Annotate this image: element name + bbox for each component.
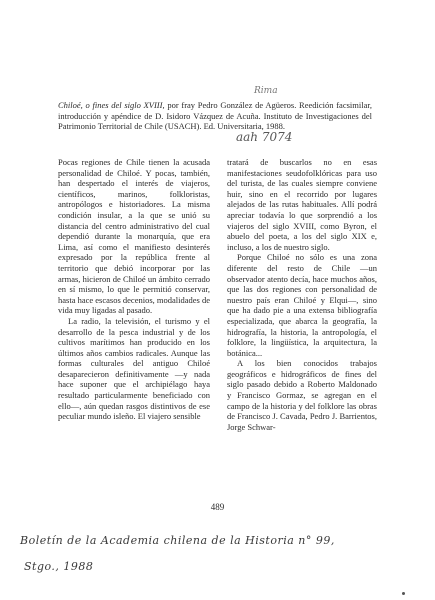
page-number: 489 — [210, 502, 225, 512]
right-paragraph-3: A los bien conocidos trabajos geográficos e hidrográficos de fines del siglo pasado debido a Roberto Maldonado y Francisco Gormaz, se agregan en el campo de la historia y del folklore las obras de Francisco J. Cavada, Pedro J. Barrientos, Jorge Schwar- — [227, 358, 377, 432]
handwritten-note-top-small: Rima — [254, 86, 278, 96]
book-citation — [58, 100, 372, 132]
citation-details: por fray Pedro González de Agüeros. Reedición facsimilar, introducción y apéndice de D. Isidoro Vázquez de Acuña. Instituto de Investigaciones del Patrimonio Territorial de Chile (USACH). Ed. Universitaria, 1988. — [58, 100, 372, 131]
right-paragraph-2: Porque Chiloé no sólo es una zona diferente del resto de Chile —un observador atento decía, hace muchos años, que las dos regiones con personalidad de nuestro país eran Chiloé y Elqui—, sino que ha dado pie a una extensa bibliografía especializada, que abarca la geografía, la hidrografía, la historia, la antropología, el folklore, la lingüística, la arquitectura, la botánica... — [227, 252, 377, 358]
handwritten-source-note-line-1: Boletín de la Academia chilena de la Historia n° 99, — [20, 534, 335, 547]
scan-speck — [402, 592, 405, 595]
left-paragraph-2: La radio, la televisión, el turismo y el desarrollo de la pesca industrial y de los cultivos marítimos han producido en los últimos años cambios radicales. Aunque las formas culturales del antiguo Chiloé desaparecieron definitivamente —y nada hace suponer que el archipiélago haya resultado particularmente beneficiado con ello—, aún quedan rasgos distintivos de ese peculiar mundo isleño. El viajero sensible — [58, 315, 210, 422]
left-paragraph-1: Pocas regiones de Chile tienen la acusada personalidad de Chiloé. Y pocas, también, han despertado el interés de viajeros, científicos, marinos, folkloristas, antropólogos e historiadores. La misma condición insular, a la que se unió su distancia del centro administrativo del cual dependió durante la monarquía, que era Lima, así como el manifiesto desinterés expresado por la república frente al territorio que debió incorporar por las armas, hicieron de Chiloé un ámbito cerrado en sí mismo, lo que le permitió conservar, hasta hace escasos decenios, modalidades de vida muy ligadas al pasado. — [58, 157, 210, 316]
right-paragraph-1: tratará de buscarlos no en esas manifestaciones seudofolklóricas para uso del turista, de las cuales siempre conviene huir, sino en el recorrido por lugares alejados de las rutas habituales. Allí podrá apreciar todavía lo que sorprendió a los viajeros del siglo XVIII, como Byron, el abuelo del poeta, a los del siglo XIX e, incluso, a los de nuestro siglo. — [227, 157, 377, 252]
handwritten-source-note-line-2: Stgo., 1988 — [24, 560, 94, 573]
left-text-column — [58, 157, 210, 422]
citation-title: Chiloé, o fines del siglo XVIII, — [58, 100, 165, 110]
right-text-column — [227, 157, 377, 432]
handwritten-catalog-number: aah 7074 — [236, 130, 293, 144]
